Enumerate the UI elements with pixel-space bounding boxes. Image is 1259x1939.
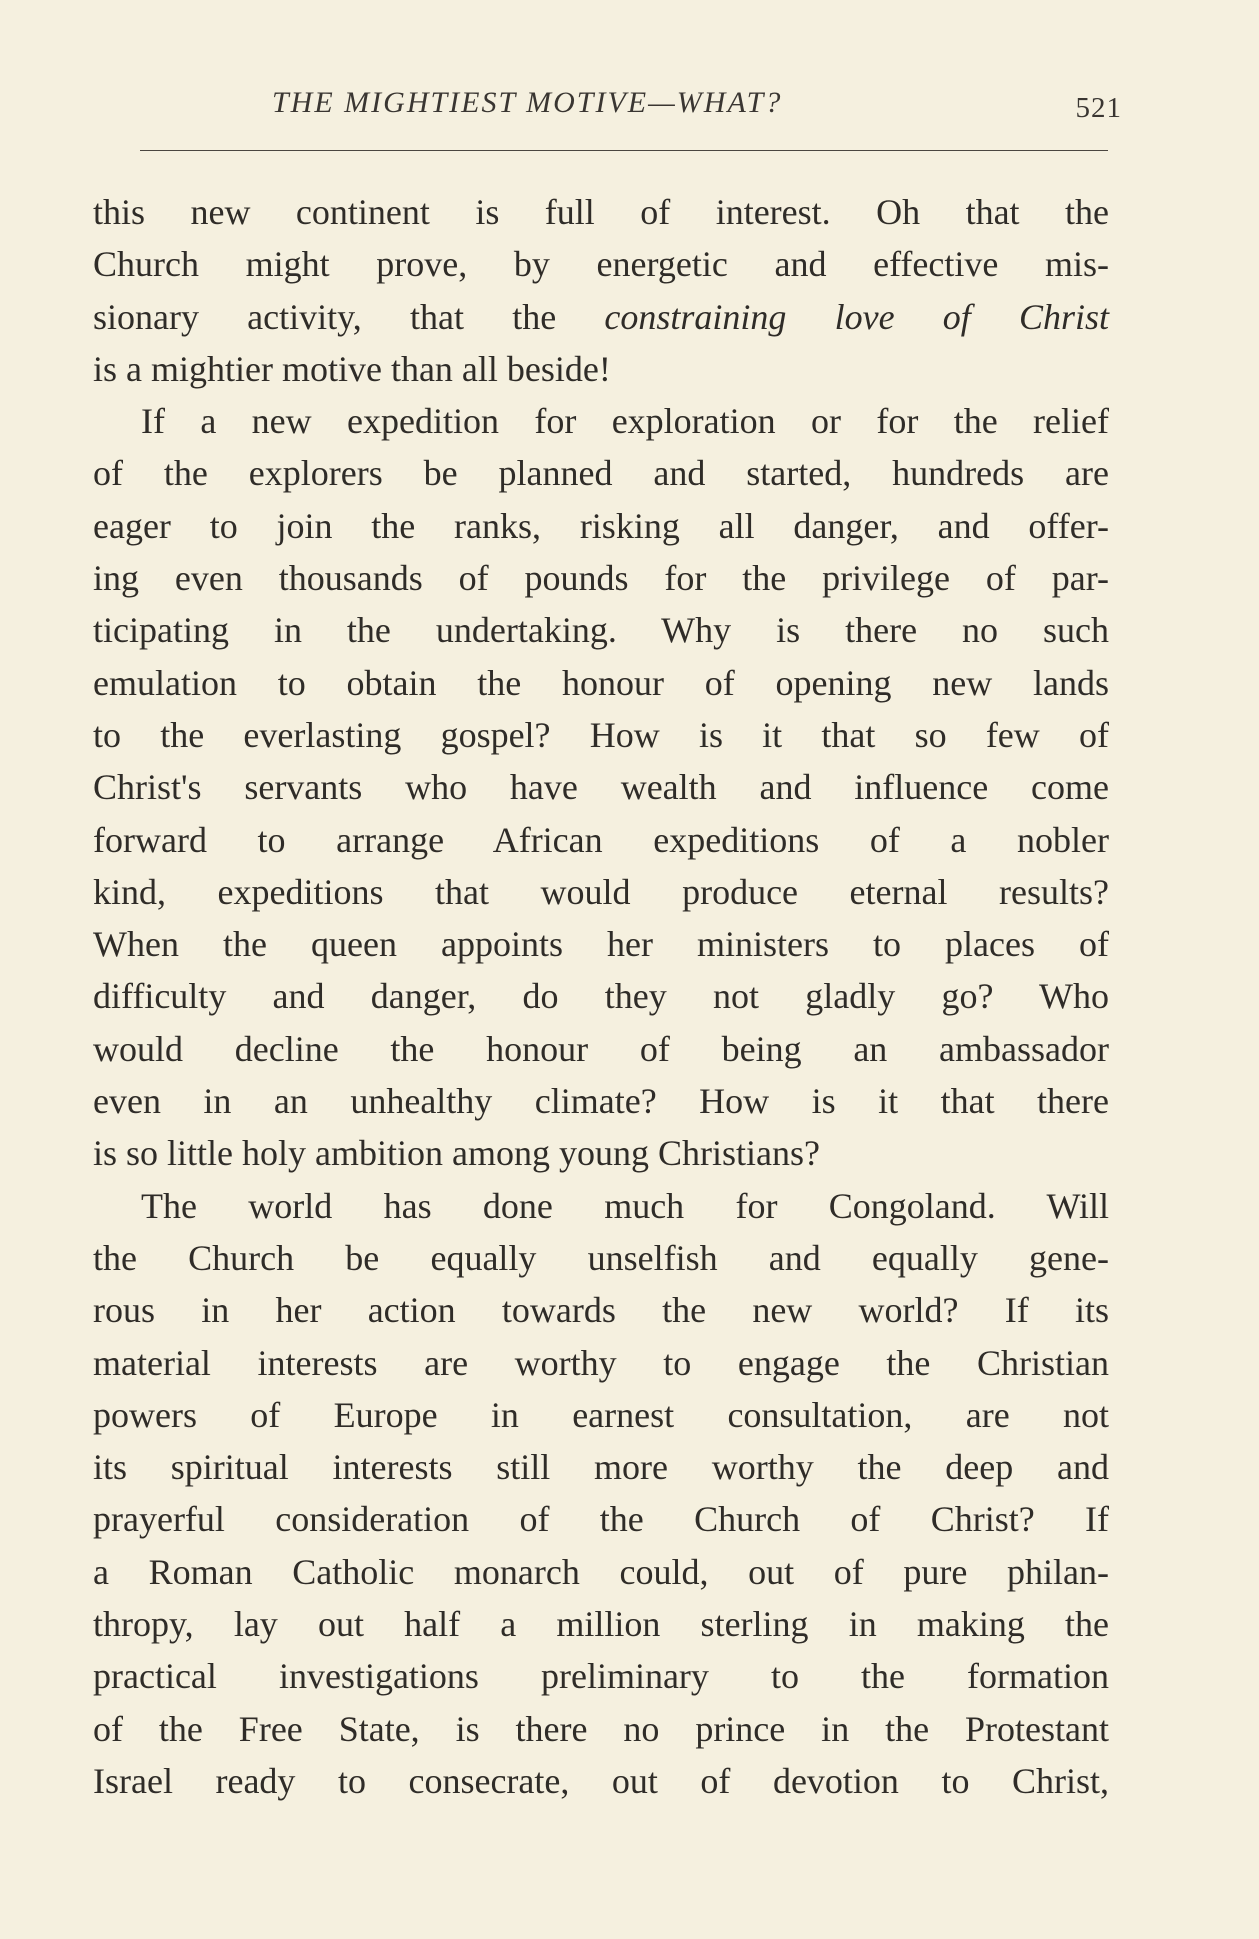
text-line: Church might prove, by energetic and effective mis- xyxy=(93,244,1109,285)
text-line xyxy=(93,291,1109,343)
text-line: kind, expeditions that would produce eternal results? xyxy=(93,871,1109,912)
text-line: Christ's servants who have wealth and influence come xyxy=(93,767,1109,808)
text-line: prayerful consideration of the Church of Christ? If xyxy=(93,1499,1109,1540)
text-line: its spiritual interests still more worthy the deep and xyxy=(93,1447,1109,1488)
paragraph-3 xyxy=(93,1180,1109,1808)
text-line: If a new expedition for exploration or for the relief xyxy=(141,401,1109,442)
text-line: of the Free State, is there no prince in the Protestant xyxy=(93,1708,1109,1749)
text-line: would decline the honour of being an ambassador xyxy=(93,1028,1109,1069)
text-line: difficulty and danger, do they not gladly go? Who xyxy=(93,976,1109,1017)
running-title: THE MIGHTIEST MOTIVE—WHAT? xyxy=(272,86,783,119)
text-line: ticipating in the undertaking. Why is there no such xyxy=(93,610,1109,651)
text-line: of the explorers be planned and started, hundreds are xyxy=(93,453,1109,494)
text-run: sionary activity, that the xyxy=(93,296,605,337)
text-line: thropy, lay out half a million sterling in making the xyxy=(93,1604,1109,1645)
text-line: emulation to obtain the honour of opening new lands xyxy=(93,662,1109,703)
text-line: eager to join the ranks, risking all danger, and offer- xyxy=(93,505,1109,546)
text-line: ing even thousands of pounds for the privilege of par- xyxy=(93,558,1109,599)
paragraph-1 xyxy=(93,186,1109,395)
text-line: this new continent is full of interest. Oh that the xyxy=(93,192,1109,232)
text-line: is a mightier motive than all beside! xyxy=(93,348,611,389)
text-line: to the everlasting gospel? How is it that so few of xyxy=(93,714,1109,755)
text-line: the Church be equally unselfish and equally gene- xyxy=(93,1237,1109,1278)
text-line: a Roman Catholic monarch could, out of pure philan- xyxy=(93,1551,1109,1592)
paragraph-2 xyxy=(93,395,1109,1179)
italic-phrase: constraining love of Christ xyxy=(604,296,1109,337)
text-line: forward to arrange African expeditions of a nobler xyxy=(93,819,1109,860)
text-line: practical investigations preliminary to the formation xyxy=(93,1656,1109,1697)
text-line: even in an unhealthy climate? How is it that there xyxy=(93,1081,1109,1122)
text-line: When the queen appoints her ministers to places of xyxy=(93,924,1109,965)
page-number: 521 xyxy=(1075,92,1122,124)
text-line: Israel ready to consecrate, out of devotion to Christ, xyxy=(93,1760,1109,1801)
text-line: rous in her action towards the new world? If its xyxy=(93,1290,1109,1331)
running-head xyxy=(140,80,1140,130)
header-rule xyxy=(140,150,1108,151)
text-line: material interests are worthy to engage the Christian xyxy=(93,1342,1109,1383)
text-line: The world has done much for Congoland. Will xyxy=(141,1185,1109,1226)
text-line: is so little holy ambition among young Christians? xyxy=(93,1133,820,1174)
text-line: powers of Europe in earnest consultation, are not xyxy=(93,1394,1109,1435)
body-text xyxy=(93,186,1109,1807)
